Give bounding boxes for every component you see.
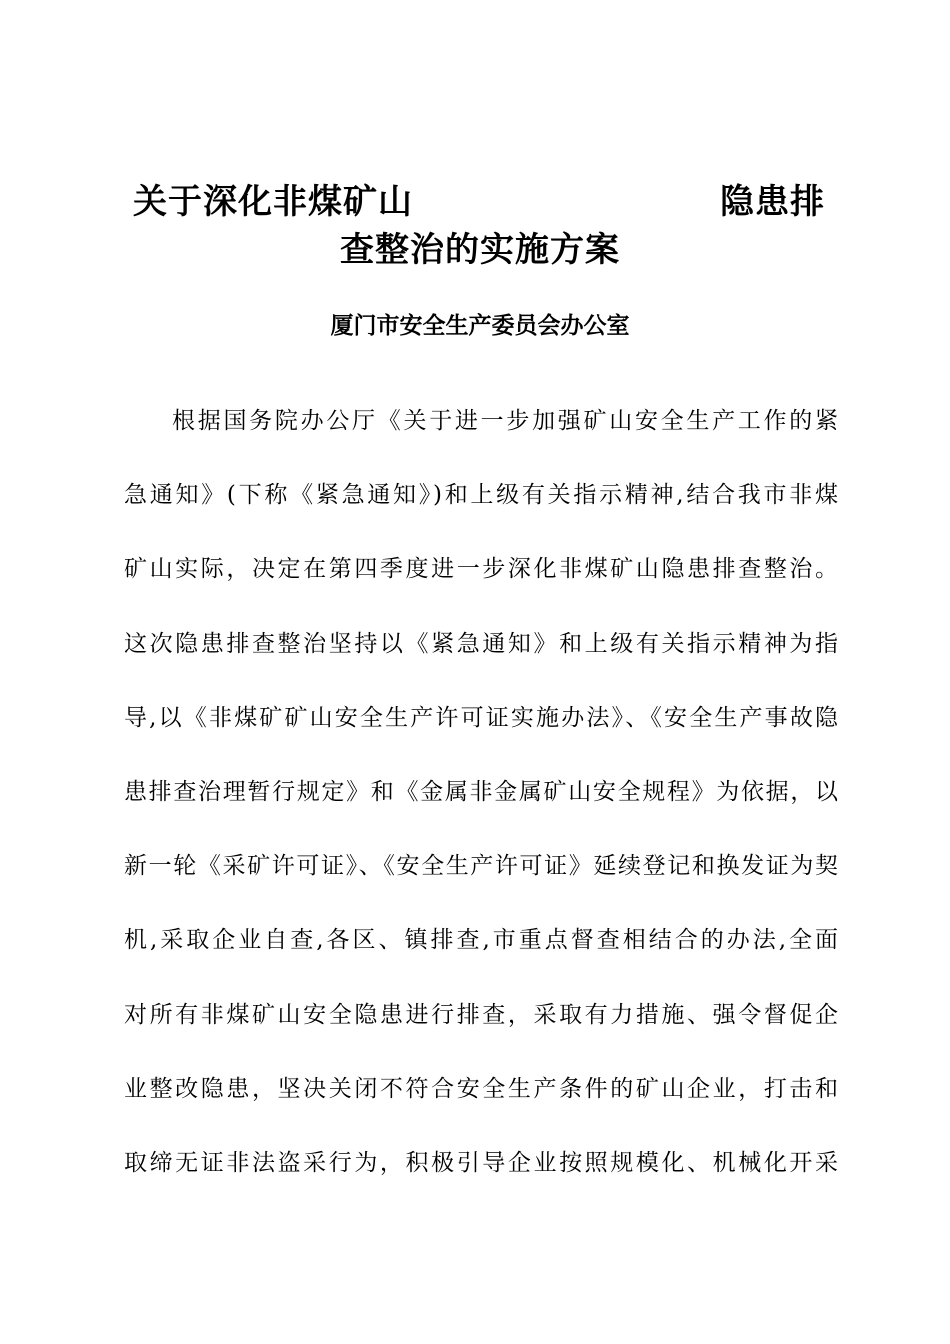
document-title-line-2: 查整治的实施方案 (340, 230, 620, 270)
document-title-part-1: 关于深化非煤矿山 (133, 182, 413, 222)
body-line: 对所有非煤矿山安全隐患进行排查，采取有力措施、强令督促企 (124, 1001, 838, 1028)
issuing-organization: 厦门市安全生产委员会办公室 (330, 313, 630, 339)
body-paragraph (124, 397, 838, 1213)
document-title-part-2: 隐患排 (720, 182, 825, 222)
body-line: 矿山实际，决定在第四季度进一步深化非煤矿山隐患排查整治。 (124, 556, 838, 583)
body-line: 导,以《非煤矿矿山安全生产许可证实施办法》、《安全生产事故隐 (124, 704, 838, 731)
body-line: 这次隐患排查整治坚持以《紧急通知》和上级有关指示精神为指 (124, 630, 838, 657)
body-line: 取缔无证非法盗采行为，积极引导企业按照规模化、机械化开采 (124, 1149, 838, 1176)
body-line: 患排查治理暂行规定》和《金属非金属矿山安全规程》为依据，以 (124, 778, 838, 805)
body-line: 业整改隐患，坚决关闭不符合安全生产条件的矿山企业，打击和 (124, 1075, 838, 1102)
body-line: 新一轮《采矿许可证》、《安全生产许可证》延续登记和换发证为契 (124, 853, 838, 880)
body-line: 急通知》(下称《紧急通知》)和上级有关指示精神,结合我市非煤 (124, 482, 838, 509)
body-line: 根据国务院办公厅《关于进一步加强矿山安全生产工作的紧 (172, 408, 838, 434)
body-line: 机,采取企业自查,各区、镇排查,市重点督查相结合的办法,全面 (124, 927, 838, 954)
